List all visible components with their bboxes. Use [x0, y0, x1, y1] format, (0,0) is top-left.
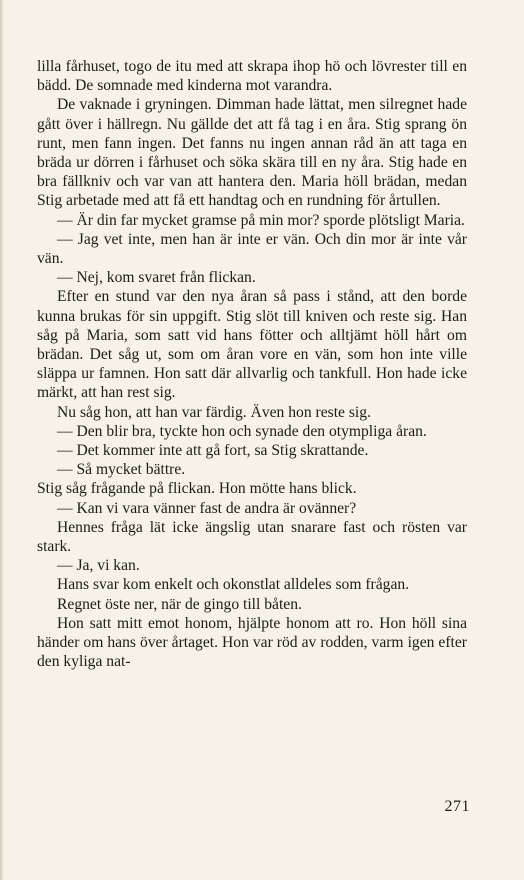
dialogue-paragraph: — Den blir bra, tyckte hon och synade den otympliga åran. — [57, 422, 427, 440]
paragraph: lilla fårhuset, togo de itu med att skrapa ihop hö och lövrester till en bädd. De somnade med kinderna mot varandra. — [37, 58, 467, 95]
page-number: 271 — [444, 798, 470, 815]
paragraph: Regnet öste ner, när de gingo till båten. — [57, 595, 302, 613]
dialogue-paragraph: — Jag vet inte, men han är inte er vän. Och din mor är inte vår vän. — [37, 230, 467, 268]
dialogue-paragraph: — Är din far mycket gramse på min mor? sporde plötsligt Maria. — [57, 211, 465, 229]
dialogue-paragraph: — Kan vi vara vänner fast de andra är ovänner? — [57, 499, 357, 517]
paragraph: Nu såg hon, att han var färdig. Även hon reste sig. — [57, 403, 371, 421]
paragraph: Stig såg frågande på flickan. Hon mötte hans blick. — [37, 480, 357, 498]
dialogue-paragraph: — Nej, kom svaret från flickan. — [57, 269, 256, 287]
paragraph: De vaknade i gryningen. Dimman hade lättat, men silregnet hade gått över i hällregn. Nu gällde det att få tag i en åra. Stig sprang ön runt, men fann ingen. Det fanns nu ingen annan råd än att taga en bräda ur dörren i fårhuset och söka skära till en ny åra. Stig hade en bra fällkniv och var van att hantera den. Maria höll brädan, medan Stig arbetade med att få ett handtag och en rundning för årtullen. — [37, 96, 467, 210]
page-edge-shadow — [0, 0, 4, 880]
paragraph: Hennes fråga lät icke ängslig utan snarare fast och rösten var stark. — [37, 518, 467, 556]
dialogue-paragraph: — Ja, vi kan. — [57, 557, 140, 575]
paragraph: Efter en stund var den nya åran så pass i stånd, att den borde kunna brukas för sin uppgift. Stig slöt till kniven och reste sig. Han såg på Maria, som satt vid hans fötter och alltjämt höll hårt om brädan. Det såg ut, som om åran vore en vän, som hon inte ville släppa ur famnen. Hon satt där allvarlig och tankfull. Hon hade icke märkt, att han rest sig. — [37, 288, 467, 402]
dialogue-paragraph: — Så mycket bättre. — [57, 461, 186, 479]
body-text — [37, 57, 467, 672]
paragraph: Hon satt mitt emot honom, hjälpte honom att ro. Hon höll sina händer om hans över årtaget. Hon var röd av rodden, varm igen efter den kyliga nat- — [37, 614, 467, 671]
paragraph: Hans svar kom enkelt och okonstlat alldeles som frågan. — [57, 576, 410, 594]
dialogue-paragraph: — Det kommer inte att gå fort, sa Stig skrattande. — [57, 442, 369, 460]
